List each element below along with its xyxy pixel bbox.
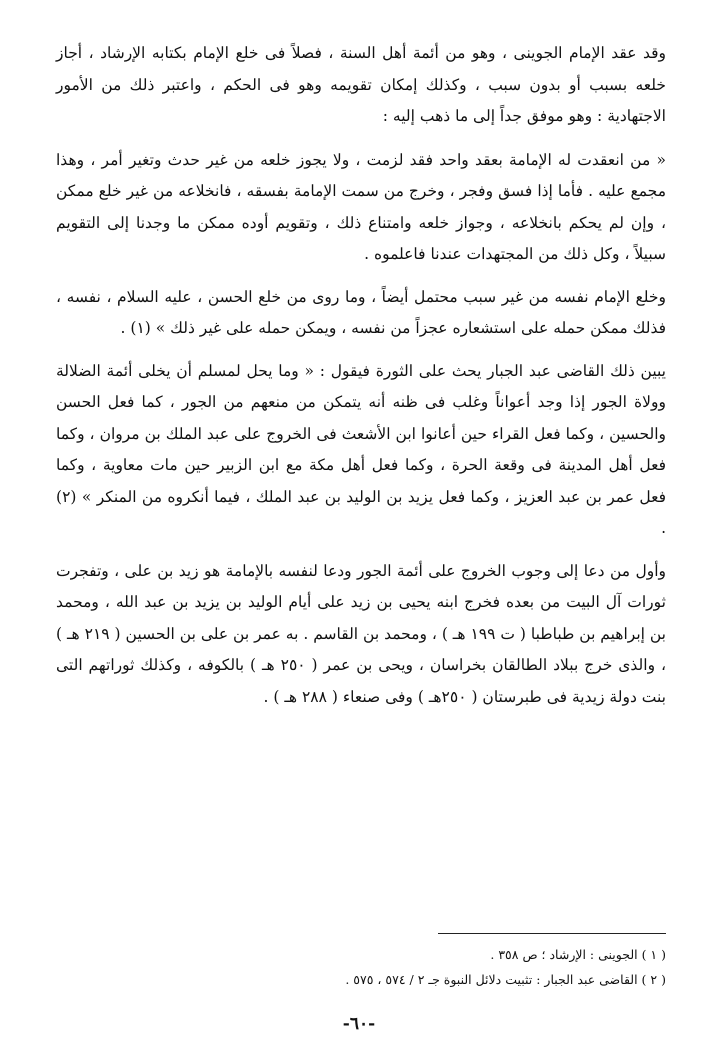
paragraph-juwayni-quote: « من انعقدت له الإمامة بعقد واحد فقد لزمت ، ولا يجوز خلعه من غير حدث وتغير أمر ، وهذا مجمع عليه . فأما إذا فسق وفجر ، وخرج من سمت الإمامة بفسقه ، فانخلاعه من غير خلع ممكن ، وإن لم يحكم بانخلاعه ، وجواز خلعه وامتناع ذلك ، وتقويم أوده ممكن ما وجدنا إلى التقويم سبيلاً ، وكل ذلك من المجتهدات عندنا فاعلموه . xyxy=(56,150,666,263)
paragraph-juwayni-intro: وقد عقد الإمام الجوينى ، وهو من أئمة أهل السنة ، فصلاً فى خلع الإمام بكتابه الإرشاد ، أجاز خلعه بسبب أو بدون سبب ، وكذلك إمكان تقويمه وهو فى الحكم ، واعتبر ذلك من الأمور الاجتهادية : وهو موفق جداً إلى ما ذهب إليه : xyxy=(56,44,666,125)
footnote-2: ( ٢ ) القاضى عبد الجبار : تثبيت دلائل النبوة جـ ٢ / ٥٧٤ ، ٥٧٥ . xyxy=(345,972,666,987)
page-number: -٦٠- xyxy=(342,1014,376,1034)
paragraph-self-deposition: وخلع الإمام نفسه من غير سبب محتمل أيضاً ، وما روى من خلع الحسن ، عليه السلام ، نفسه ، فذلك ممكن حمله على استشعاره عجزاً من نفسه ، ويمكن حمله على غير ذلك » (١) . xyxy=(56,287,666,337)
page-body xyxy=(56,38,666,713)
paragraph-abd-al-jabbar: يبين ذلك القاضى عبد الجبار يحث على الثورة فيقول : « وما يحل لمسلم أن يخلى أئمة الضلالة وولاة الجور إذا وجد أعواناً وغلب فى ظنه أنه يتمكن من منعهم من الجور ، كما فعل الحسن والحسين ، وكما فعل القراء حين أعانوا ابن الأشعث فى الخروج على عبد الملك بن مروان ، وكما فعل أهل المدينة فى وقعة الحرة ، وكما فعل أهل مكة مع ابن الزبير حين مات معاوية ، وكما فعل عمر بن عبد العزيز ، وكما فعل يزيد بن الوليد بن عبد الملك ، فيما أنكروه من المنكر » (٢) . xyxy=(56,361,666,537)
footnotes xyxy=(56,942,666,992)
paragraph-zayd-revolts: وأول من دعا إلى وجوب الخروج على أئمة الجور ودعا لنفسه بالإمامة هو زيد بن على ، وتفجرت ثورات آل البيت من بعده فخرج ابنه يحيى بن زيد على أيام الوليد بن يزيد بن عبد الله ، ومحمد بن إبراهيم بن طباطبا ( ت ١٩٩ هـ ) ، ومحمد بن القاسم . به عمر بن على بن الحسين ( ٢١٩ هـ ) ، والذى خرج ببلاد الطالقان بخراسان ، ويحى بن عمر ( ٢٥٠ هـ ) بالكوفه ، وكذلك ثوراتهم التى بنت دولة زيدية فى طبرستان ( ٢٥٠هـ ) وفى صنعاء ( ٢٨٨ هـ ) . xyxy=(56,561,666,706)
footnote-1: ( ١ ) الجوينى : الإرشاد ؛ ص ٣٥٨ . xyxy=(490,947,666,962)
footnote-divider xyxy=(438,933,666,934)
